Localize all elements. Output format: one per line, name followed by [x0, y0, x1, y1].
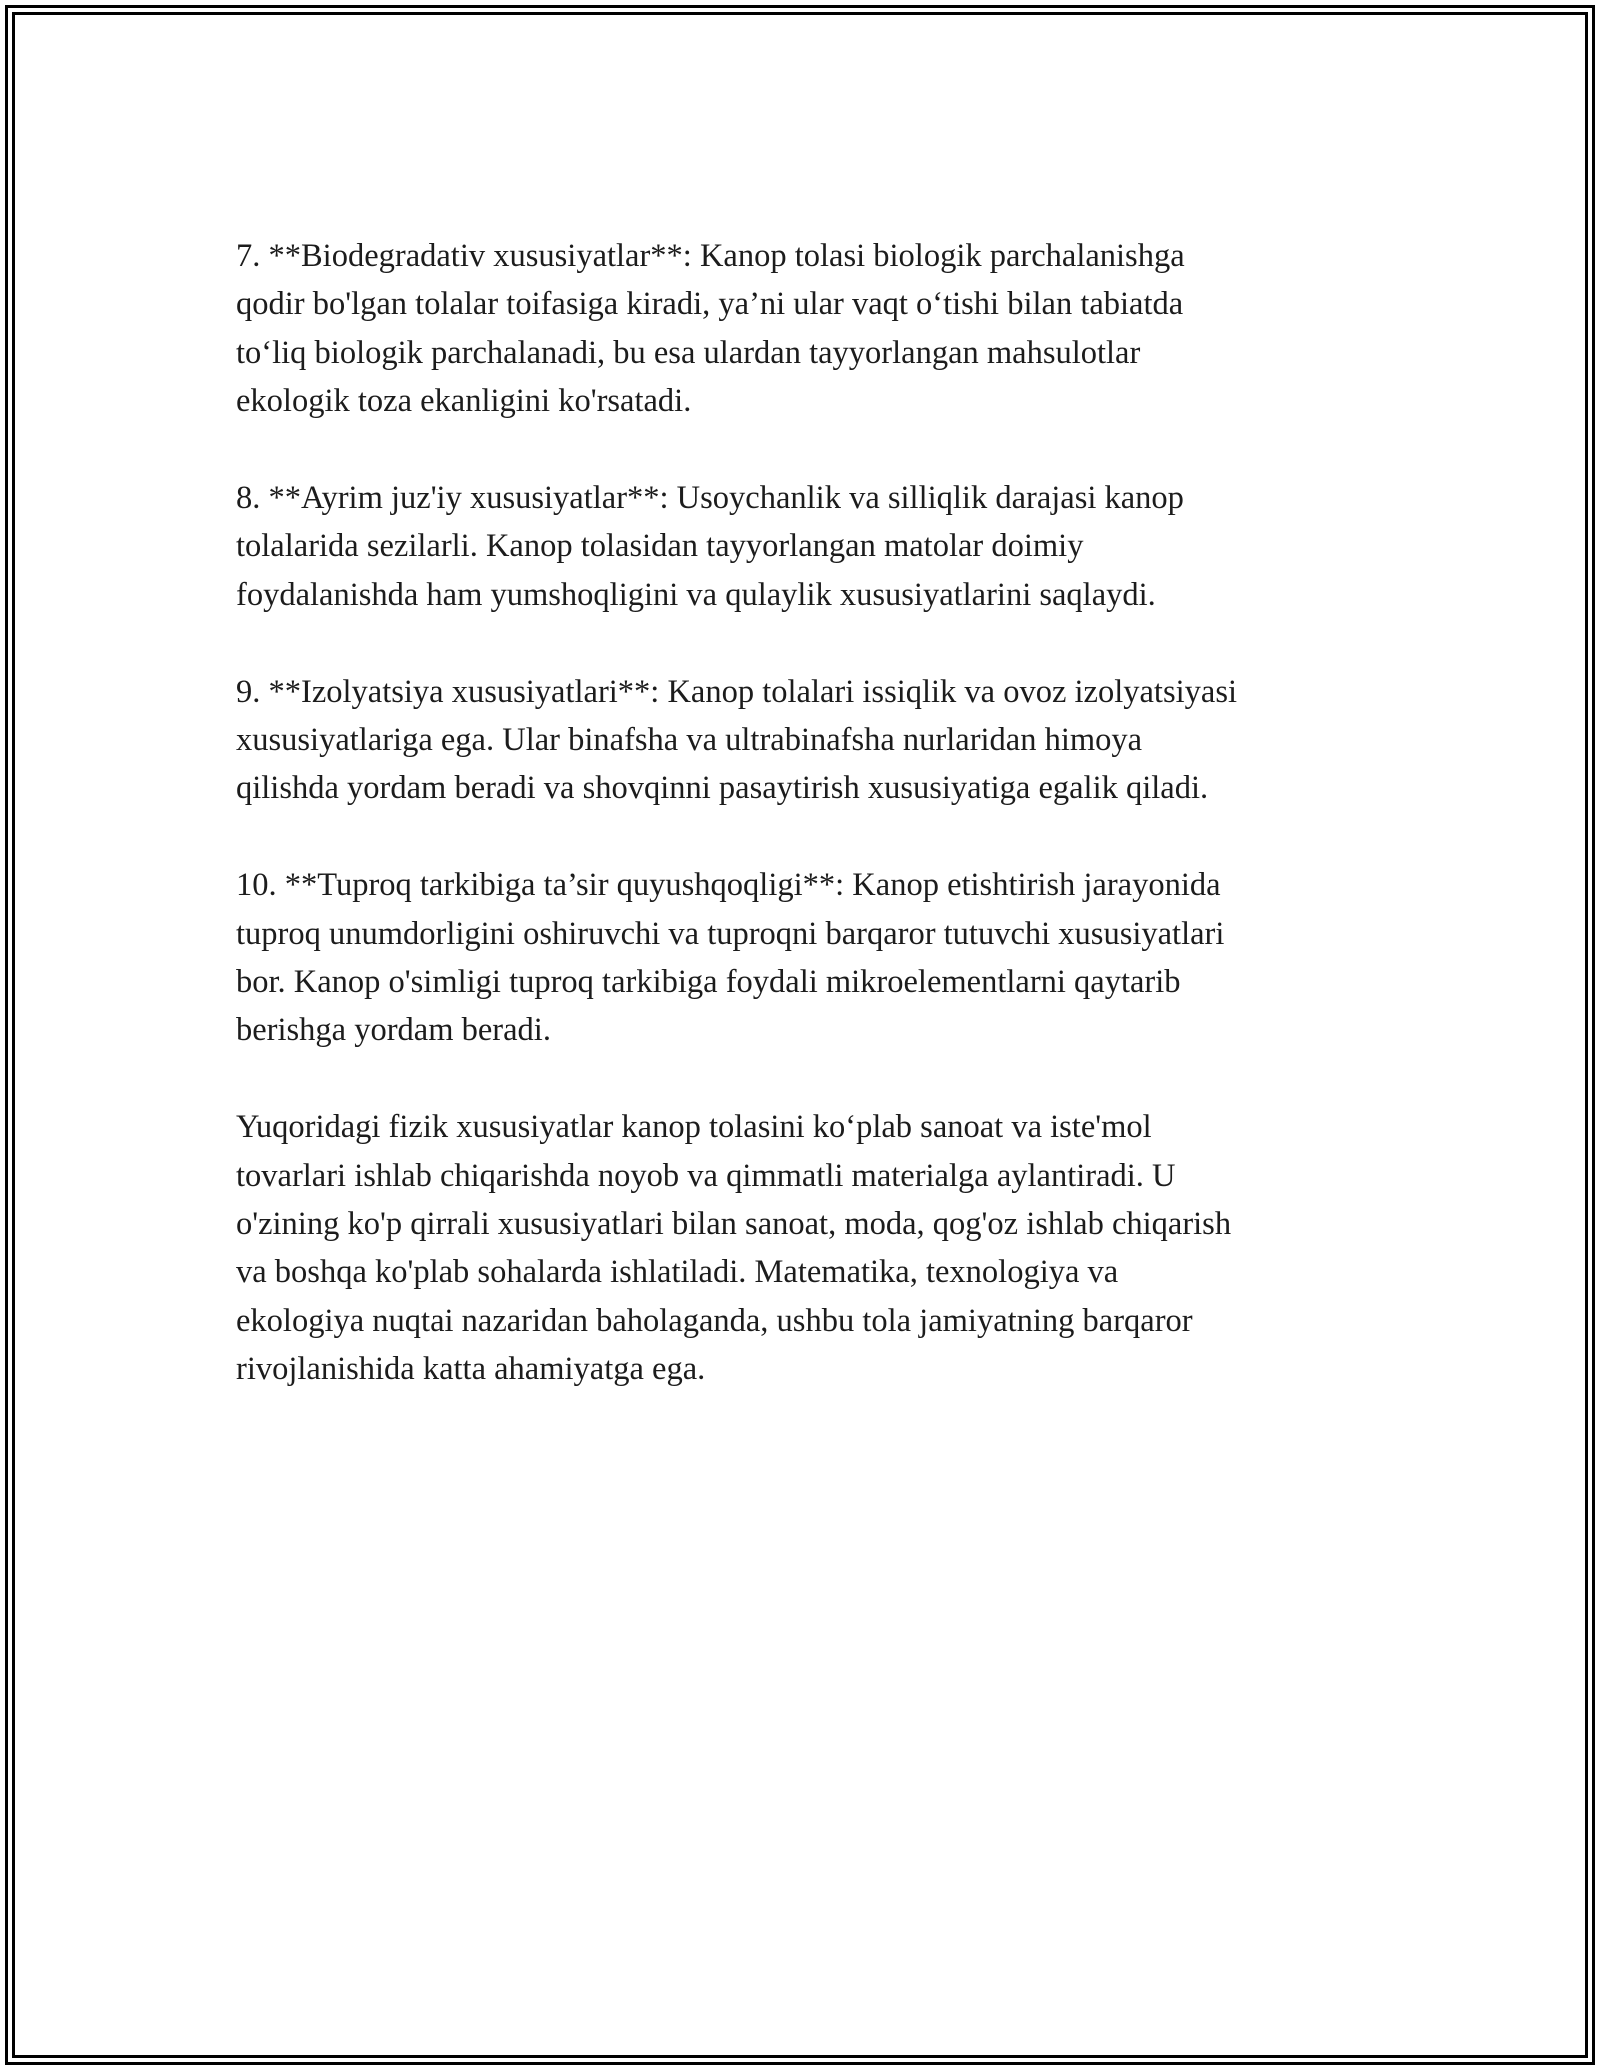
- text-line: o'zining ko'p qirrali xususiyatlari bilan sanoat, moda, qog'oz ishlab chiqarish: [236, 1206, 1232, 1243]
- text-line: tolalarida sezilarli. Kanop tolasidan tayyorlangan matolar doimiy: [236, 528, 1084, 565]
- text-line: qodir bo'lgan tolalar toifasiga kiradi, ya’ni ular vaqt o‘tishi bilan tabiatda: [236, 286, 1184, 323]
- paragraph-item-10: [236, 861, 1386, 1055]
- paragraph-item-7: [236, 232, 1386, 426]
- text-line: 8. **Ayrim juz'iy xususiyatlar**: Usoychanlik va silliqlik darajasi kanop: [236, 480, 1184, 517]
- text-line: va boshqa ko'plab sohalarda ishlatiladi. Matematika, texnologiya va: [236, 1254, 1119, 1291]
- paragraph-item-9: [236, 668, 1386, 813]
- text-line: ekologik toza ekanligini ko'rsatadi.: [236, 383, 692, 420]
- paragraph-conclusion: [236, 1103, 1386, 1393]
- paragraph-item-8: [236, 474, 1386, 619]
- text-line: tovarlari ishlab chiqarishda noyob va qimmatli materialga aylantiradi. U: [236, 1157, 1176, 1194]
- text-line: 10. **Tuproq tarkibiga ta’sir quyushqoqligi**: Kanop etishtirish jarayonida: [236, 867, 1221, 904]
- text-line: xususiyatlariga ega. Ular binafsha va ultrabinafsha nurlaridan himoya: [236, 722, 1143, 759]
- text-line: bor. Kanop o'simligi tuproq tarkibiga foydali mikroelementlarni qaytarib: [236, 964, 1181, 1001]
- text-line: Yuqoridagi fizik xususiyatlar kanop tolasini ko‘plab sanoat va iste'mol: [236, 1109, 1152, 1146]
- document-body: [236, 232, 1386, 1442]
- text-line: ekologiya nuqtai nazaridan baholaganda, ushbu tola jamiyatning barqaror: [236, 1302, 1193, 1339]
- text-line: tuproq unumdorligini oshiruvchi va tuproqni barqaror tutuvchi xususiyatlari: [236, 915, 1225, 952]
- text-line: rivojlanishida katta ahamiyatga ega.: [236, 1351, 706, 1388]
- text-line: 9. **Izolyatsiya xususiyatlari**: Kanop tolalari issiqlik va ovoz izolyatsiyasi: [236, 673, 1237, 710]
- text-line: berishga yordam beradi.: [236, 1012, 551, 1049]
- text-line: qilishda yordam beradi va shovqinni pasaytirish xususiyatiga egalik qiladi.: [236, 770, 1209, 807]
- text-line: to‘liq biologik parchalanadi, bu esa ulardan tayyorlangan mahsulotlar: [236, 334, 1141, 371]
- text-line: foydalanishda ham yumshoqligini va qulaylik xususiyatlarini saqlaydi.: [236, 576, 1156, 613]
- text-line: 7. **Biodegradativ xususiyatlar**: Kanop tolasi biologik parchalanishga: [236, 238, 1185, 274]
